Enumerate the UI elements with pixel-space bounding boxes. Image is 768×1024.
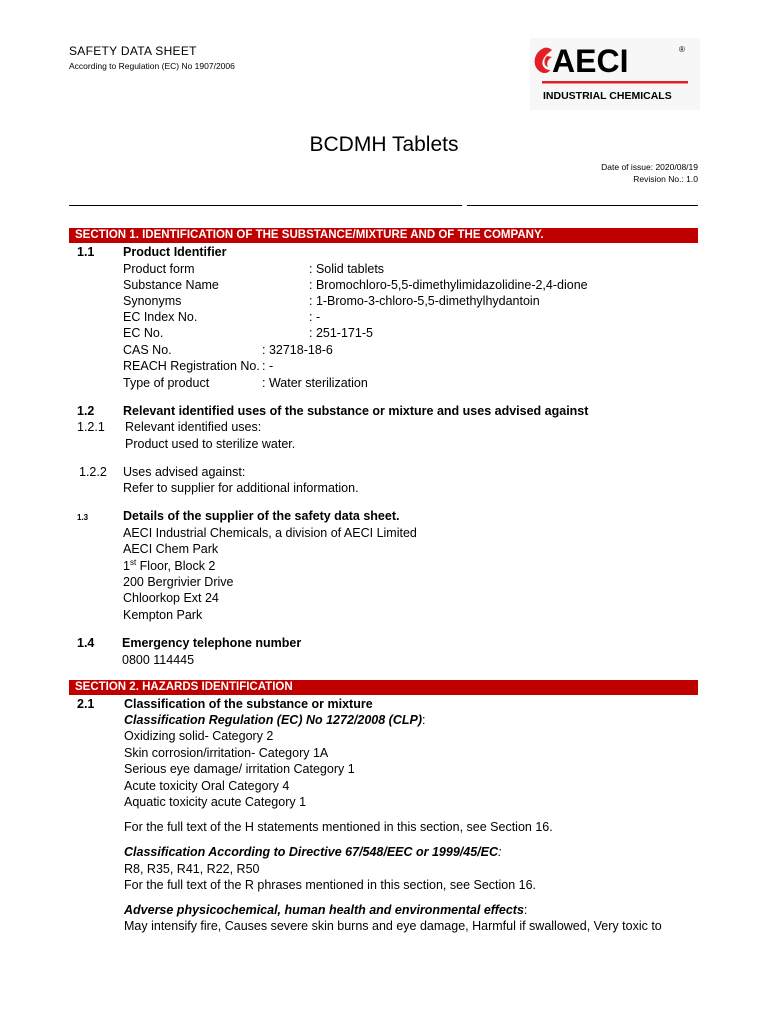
product-type-value: : Water sterilization	[262, 376, 368, 390]
adverse-effects-heading-colon: :	[523, 903, 528, 917]
classification-heading: Classification of the substance or mixture	[124, 697, 373, 711]
reach-registration-value: : -	[262, 359, 274, 373]
logo-registered-mark: ®	[679, 45, 685, 54]
emergency-phone-number: 0800 114445	[122, 653, 195, 667]
section-1-2-number: 1.2	[77, 404, 95, 418]
regulation-subtitle: According to Regulation (EC) No 1907/2006	[69, 61, 235, 71]
clp-item: Oxidizing solid- Category 2	[124, 729, 274, 743]
section-1-2-2-number: 1.2.2	[79, 465, 107, 479]
substance-name-value: : Bromochloro-5,5-dimethylimidazolidine-2,4-dione	[309, 278, 588, 292]
uses-advised-against-heading: Uses advised against:	[123, 465, 246, 479]
product-identifier-heading: Product Identifier	[123, 245, 227, 259]
identified-uses-heading: Relevant identified uses of the substance or mixture and uses advised against	[123, 404, 589, 418]
h-statements-note: For the full text of the H statements mentioned in this section, see Section 16.	[124, 820, 553, 834]
logo-tagline: INDUSTRIAL CHEMICALS	[543, 90, 672, 102]
ec-index-value: : -	[309, 310, 321, 324]
section-1-header: SECTION 1. IDENTIFICATION OF THE SUBSTANCE/MIXTURE AND OF THE COMPANY.	[69, 228, 698, 243]
section-1-1-number: 1.1	[77, 245, 95, 259]
adverse-effects-heading	[124, 902, 527, 918]
date-of-issue: Date of issue: 2020/08/19	[601, 162, 698, 172]
supplier-floor-ordinal: st	[129, 557, 137, 567]
emergency-phone-heading: Emergency telephone number	[122, 636, 302, 650]
uses-advised-against-text: Refer to supplier for additional information.	[123, 481, 359, 495]
supplier-company: AECI Industrial Chemicals, a division of AECI Limited	[123, 526, 417, 540]
supplier-details-heading: Details of the supplier of the safety data sheet.	[123, 509, 400, 523]
section-2-1-number: 2.1	[77, 697, 95, 711]
directive-heading	[124, 844, 501, 860]
product-type-label: Type of product	[123, 376, 210, 390]
ec-index-label: EC Index No.	[123, 310, 198, 324]
relevant-uses-heading: Relevant identified uses:	[125, 420, 262, 434]
clp-heading-colon: :	[422, 713, 426, 727]
cas-number-value: : 32718-18-6	[262, 343, 333, 357]
supplier-floor	[123, 558, 215, 574]
adverse-effects-heading-text: Adverse physicochemical, human health and environmental effects	[124, 903, 524, 917]
substance-name-label: Substance Name	[123, 278, 219, 292]
aeci-logo-graphic	[530, 38, 700, 110]
clp-item: Skin corrosion/irritation- Category 1A	[124, 746, 329, 760]
title-divider-left	[69, 205, 462, 206]
clp-item: Acute toxicity Oral Category 4	[124, 779, 290, 793]
product-form-value: : Solid tablets	[309, 262, 385, 276]
section-1-4-number: 1.4	[77, 636, 95, 650]
adverse-effects-text: May intensify fire, Causes severe skin burns and eye damage, Harmful if swallowed, Very toxic to	[124, 919, 662, 933]
section-2-header: SECTION 2. HAZARDS IDENTIFICATION	[69, 680, 698, 695]
supplier-floor-number: 1	[123, 559, 130, 573]
clp-item: Aquatic toxicity acute Category 1	[124, 795, 307, 809]
title-divider-right	[467, 205, 698, 206]
supplier-site: AECI Chem Park	[123, 542, 219, 556]
r-phrases-note: For the full text of the R phrases mentioned in this section, see Section 16.	[124, 878, 537, 892]
relevant-uses-text: Product used to sterilize water.	[125, 437, 296, 451]
supplier-city: Kempton Park	[123, 608, 203, 622]
section-1-2-1-number: 1.2.1	[77, 420, 105, 434]
directive-heading-colon: :	[498, 845, 502, 859]
ec-number-label: EC No.	[123, 326, 164, 340]
revision-number: Revision No.: 1.0	[633, 174, 698, 184]
supplier-floor-text: Floor, Block 2	[136, 559, 216, 573]
clp-heading-text: Classification Regulation (EC) No 1272/2008 (CLP)	[124, 713, 422, 727]
cas-number-label: CAS No.	[123, 343, 172, 357]
aeci-logo	[530, 38, 700, 110]
ec-number-value: : 251-171-5	[309, 326, 373, 340]
product-form-label: Product form	[123, 262, 195, 276]
supplier-street: 200 Bergrivier Drive	[123, 575, 234, 589]
synonyms-label: Synonyms	[123, 294, 182, 308]
sds-header-title: SAFETY DATA SHEET	[69, 44, 197, 58]
section-1-3-number: 1.3	[77, 513, 89, 522]
reach-registration-label: REACH Registration No.	[123, 359, 260, 373]
r-phrases: R8, R35, R41, R22, R50	[124, 862, 260, 876]
supplier-suburb: Chloorkop Ext 24	[123, 591, 219, 605]
clp-heading	[124, 712, 425, 728]
synonyms-value: : 1-Bromo-3-chloro-5,5-dimethylhydantoin	[309, 294, 540, 308]
logo-wordmark: AECI	[552, 43, 629, 79]
document-title: BCDMH Tablets	[309, 133, 459, 156]
directive-heading-text: Classification According to Directive 67/548/EEC or 1999/45/EC	[124, 845, 498, 859]
clp-item: Serious eye damage/ irritation Category 1	[124, 762, 355, 776]
